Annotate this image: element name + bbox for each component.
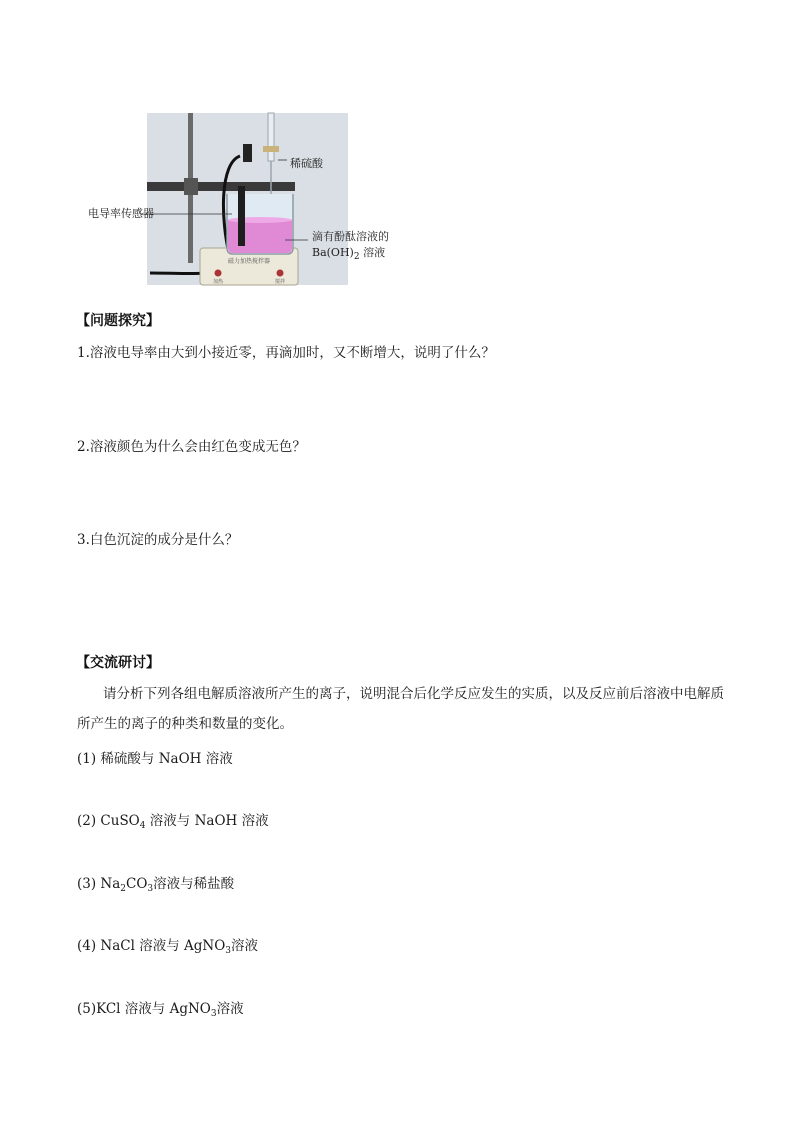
- sensor-head: [243, 144, 252, 162]
- question-2: 2.溶液颜色为什么会由红色变成无色？: [77, 439, 306, 455]
- solution-surface: [228, 217, 292, 223]
- conductivity-electrode: [238, 186, 245, 246]
- label-conductivity-sensor: 电导率传感器: [88, 207, 154, 220]
- reaction-item-2: (2) CuSO$_4$ 溶液与 NaOH 溶液: [77, 813, 269, 831]
- device-panel-text: 磁力加热搅拌器: [227, 258, 271, 265]
- question-1: 1.溶液电导率由大到小接近零，再滴加时，又不断增大，说明了什么？: [77, 345, 495, 361]
- question-3: 3.白色沉淀的成分是什么？: [77, 532, 239, 548]
- burette-stopcock: [263, 146, 279, 152]
- device-knob-left: [215, 270, 222, 277]
- burette: [268, 113, 274, 161]
- section-title-discussion: 【交流研讨】: [76, 655, 160, 671]
- reaction-item-4: (4) NaCl 溶液与 AgNO$_3$溶液: [77, 938, 259, 956]
- experiment-photo: [80, 108, 410, 290]
- device-knob-right-label: 搅拌: [274, 279, 286, 285]
- reaction-item-5: (5)KCl 溶液与 AgNO$_3$溶液: [77, 1001, 244, 1019]
- reaction-item-1: (1) 稀硫酸与 NaOH 溶液: [77, 751, 233, 767]
- device-knob-right: [277, 270, 284, 277]
- experiment-figure: [80, 108, 410, 290]
- section-title-inquiry: 【问题探究】: [76, 313, 160, 329]
- clamp-knob: [184, 178, 198, 195]
- device-knob-left-label: 加热: [212, 279, 224, 285]
- label-solution-line1: 滴有酚酞溶液的: [312, 230, 389, 243]
- label-solution-line2: $Ba(OH)_2$ 溶液: [312, 246, 386, 262]
- clamp-bar: [147, 182, 295, 191]
- discussion-intro: 请分析下列各组电解质溶液所产生的离子，说明混合后化学反应发生的实质，以及反应前后溶液中电解质所产生的离子的种类和数量的变化。: [77, 686, 724, 732]
- reaction-item-3: (3) $Na_2CO_3$溶液与稀盐酸: [77, 876, 235, 894]
- label-dilute-sulfuric-acid: 稀硫酸: [290, 157, 323, 170]
- pink-solution: [228, 220, 292, 253]
